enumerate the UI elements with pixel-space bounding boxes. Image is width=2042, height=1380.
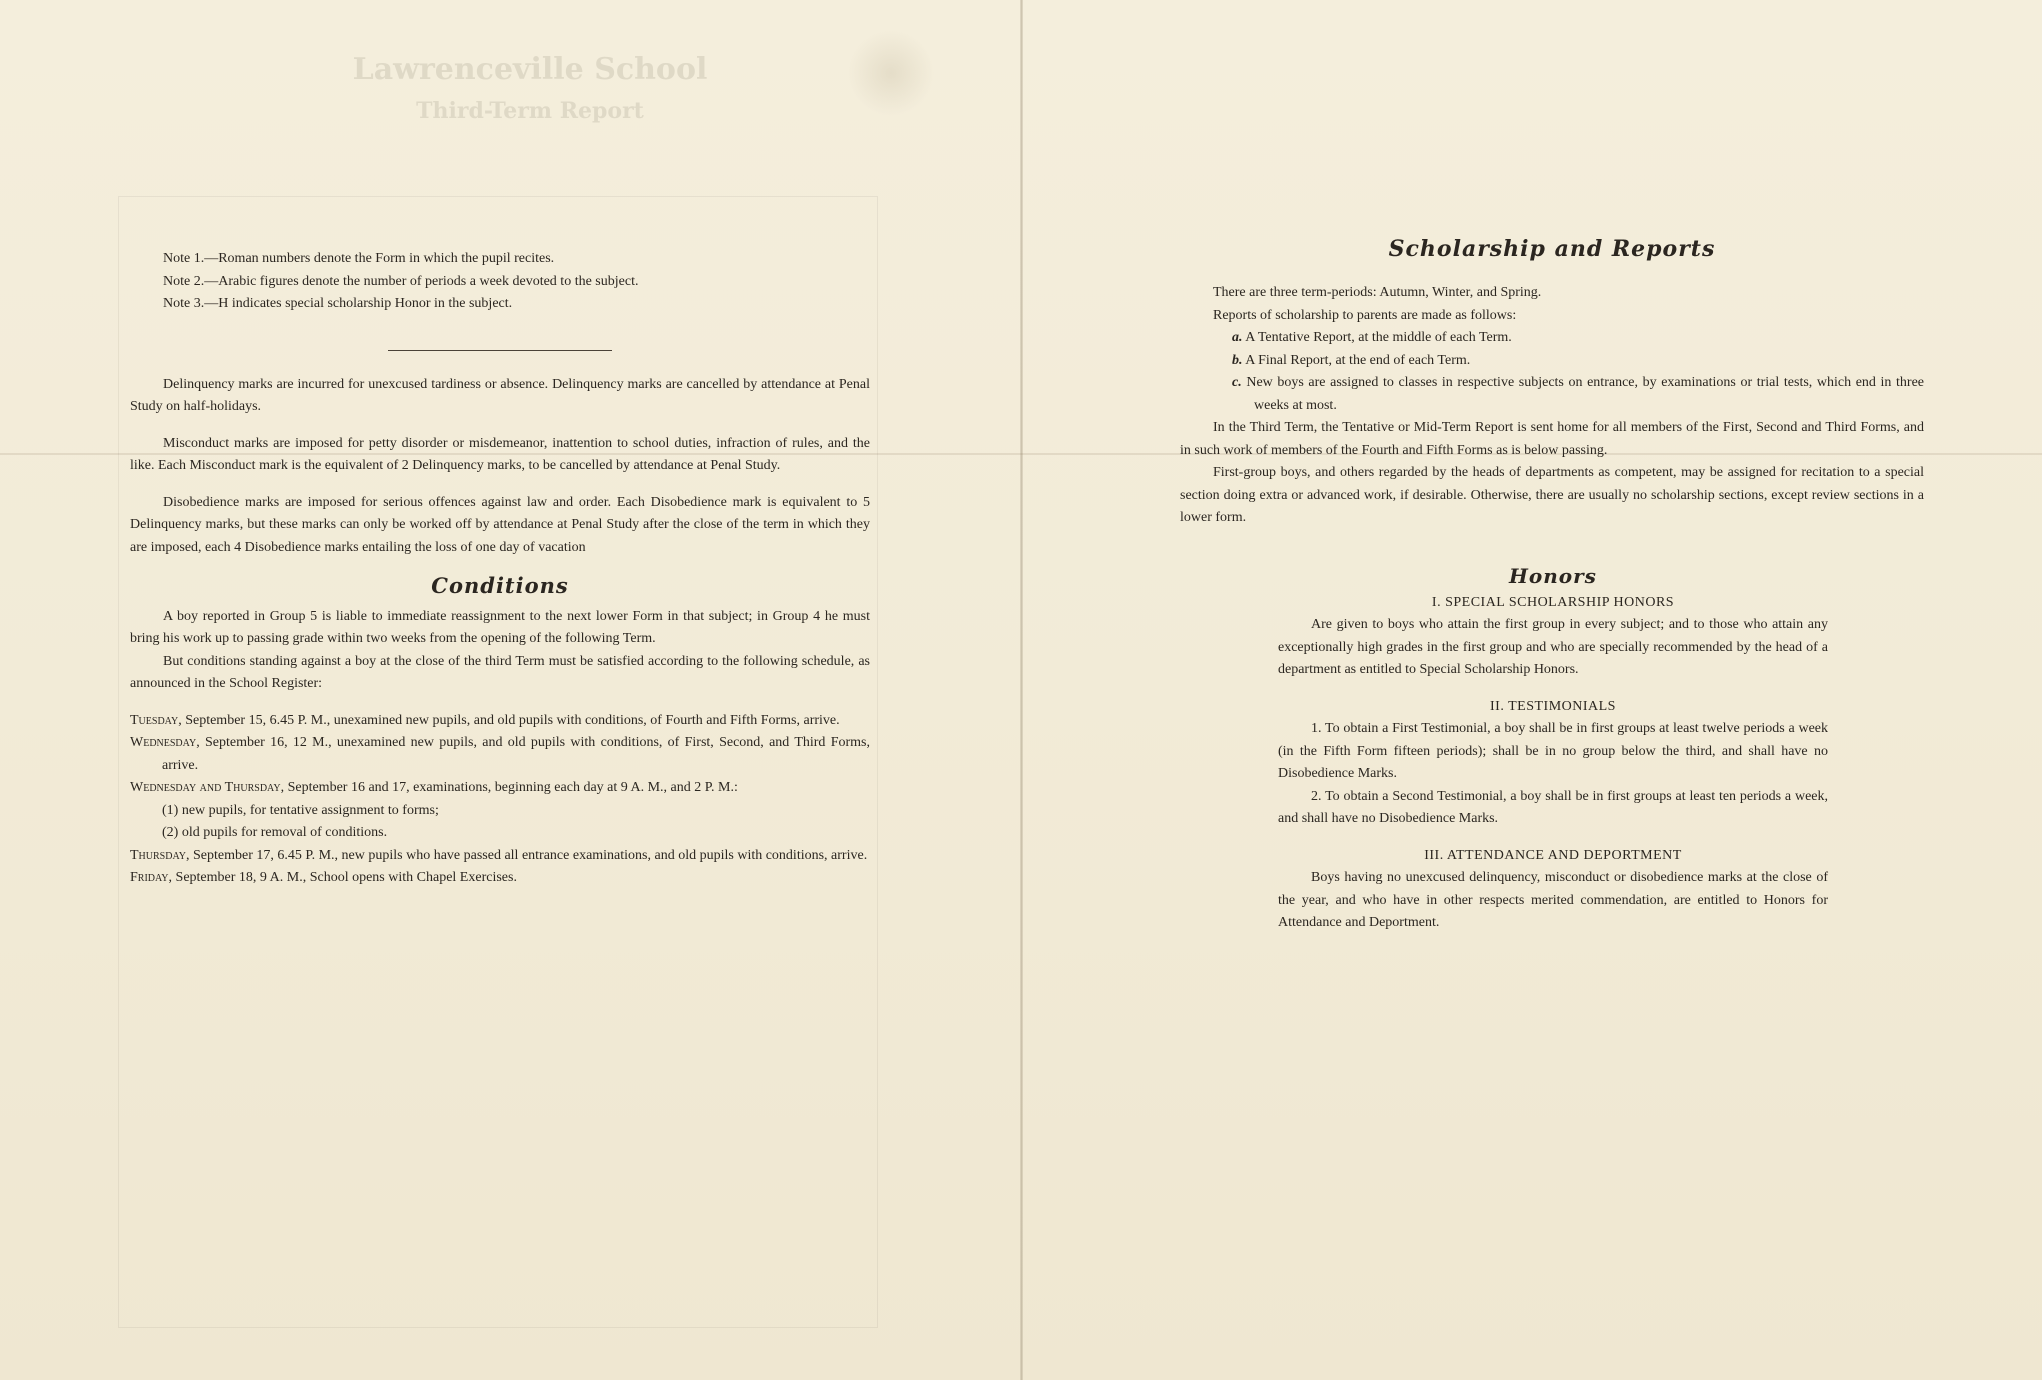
report-item-c: c. New boys are assigned to classes in respective subjects on entrance, by examinations or trial tests, which end in three weeks at most. — [1232, 375, 1925, 413]
honors-section-title: I. SPECIAL SCHOLARSHIP HONORS — [1431, 594, 1675, 610]
show-through-title: Lawrenceville School — [352, 52, 708, 87]
schedule-entry: Friday, September 18, 9 A. M., School opens with Chapel Exercises. — [130, 870, 517, 885]
misconduct-paragraph: Misconduct marks are imposed for petty disorder or misdemeanor, inattention to school duties, infraction of rules, and the like. Each Misconduct mark is the equivalent of 2 Delinquency marks, to be cancelled by attendance at Penal Study. — [130, 435, 870, 473]
show-through-subtitle: Third-Term Report — [416, 98, 644, 124]
schedule-subentry: (1) new pupils, for tentative assignment to forms; — [162, 802, 439, 818]
third-term-paragraph: In the Third Term, the Tentative or Mid-Term Report is sent home for all members of the First, Second and Third Forms, and in such work of members of the Fourth and Fifth Forms as is below passing. — [1180, 420, 1924, 458]
special-honors-paragraph: Are given to boys who attain the first group in every subject; and to those who attain any exceptionally high grades in the first group and who are specially recommended by the head of a department as entitled to Special Scholarship Honors. — [1278, 617, 1828, 677]
report-item-a: a. A Tentative Report, at the middle of each Term. — [1232, 330, 1512, 345]
delinquency-paragraph: Delinquency marks are incurred for unexcused tardiness or absence. Delinquency marks are cancelled by attendance at Penal Study on half-holidays. — [130, 376, 870, 414]
note-2: Note 2.—Arabic figures denote the number of periods a week devoted to the subject. — [163, 273, 639, 289]
honors-column — [1278, 553, 1828, 935]
first-group-paragraph: First-group boys, and others regarded by the heads of departments as competent, may be assigned for recitation to a special section doing extra or advanced work, if desirable. Otherwise, there are usually no scholarship sections, except review sections in a lower form. — [1180, 465, 1924, 525]
honors-section-title: III. ATTENDANCE AND DEPORTMENT — [1424, 847, 1682, 863]
left-text-column — [130, 248, 870, 890]
scholarship-heading: Scholarship and Reports — [1388, 236, 1716, 262]
intro-line: There are three term-periods: Autumn, Winter, and Spring. — [1213, 285, 1542, 300]
attendance-paragraph: Boys having no unexcused delinquency, misconduct or disobedience marks at the close of the year, and who have in other respects merited commendation, are entitled to Honors for Attendance and Deportment. — [1278, 870, 1828, 930]
schedule-entry: Tuesday, September 15, 6.45 P. M., unexamined new pupils, and old pupils with conditions, of Fourth and Fifth Forms, arrive. — [130, 712, 840, 728]
scholarship-column — [1180, 282, 1924, 530]
conditions-paragraph-1: A boy reported in Group 5 is liable to immediate reassignment to the next lower Form in that subject; in Group 4 he must bring his work up to passing grade within two weeks from the opening of the following Term. — [130, 608, 870, 646]
honors-heading: Honors — [1509, 564, 1597, 588]
conditions-paragraph-2: But conditions standing against a boy at the close of the third Term must be satisfied according to the following schedule, as announced in the School Register: — [130, 653, 870, 691]
honors-section-title: II. TESTIMONIALS — [1490, 698, 1616, 714]
note-3: Note 3.—H indicates special scholarship Honor in the subject. — [163, 296, 513, 311]
testimonial-paragraph: 2. To obtain a Second Testimonial, a boy shall be in first groups at least ten periods a week, and shall have no Disobedience Marks. — [1278, 788, 1828, 826]
schedule-subentry: (2) old pupils for removal of conditions. — [162, 825, 388, 840]
testimonial-paragraph: 1. To obtain a First Testimonial, a boy shall be in first groups at least twelve periods a week (in the Fifth Form fifteen periods); shall be in no group below the third, and shall have no Disobedience Marks. — [1278, 721, 1828, 781]
conditions-schedule — [130, 710, 870, 890]
center-fold — [1020, 0, 1023, 1380]
schedule-entry: Thursday, September 17, 6.45 P. M., new pupils who have passed all entrance examinations, and old pupils with conditions, arrive. — [130, 847, 868, 863]
intro-line: Reports of scholarship to parents are made as follows: — [1213, 307, 1517, 323]
schedule-entry: Wednesday and Thursday, September 16 and 17, examinations, beginning each day at 9 A. M., and 2 P. M.: — [130, 780, 738, 795]
report-item-b: b. A Final Report, at the end of each Term. — [1232, 352, 1471, 368]
note-1: Note 1.—Roman numbers denote the Form in which the pupil recites. — [163, 251, 555, 266]
schedule-entry: Wednesday, September 16, 12 M., unexamined new pupils, and old pupils with conditions, of First, Second, and Third Forms, arrive. — [130, 735, 870, 773]
faded-seal — [848, 30, 934, 116]
disobedience-paragraph: Disobedience marks are imposed for serious offences against law and order. Each Disobedience mark is equivalent to 5 Delinquency marks, but these marks can only be worked off by attendance at Penal Study after the close of the term in which they are imposed, each 4 Disobedience marks entailing the loss of one day of vacation — [130, 494, 870, 555]
divider-rule — [388, 350, 612, 351]
conditions-heading: Conditions — [431, 573, 569, 598]
